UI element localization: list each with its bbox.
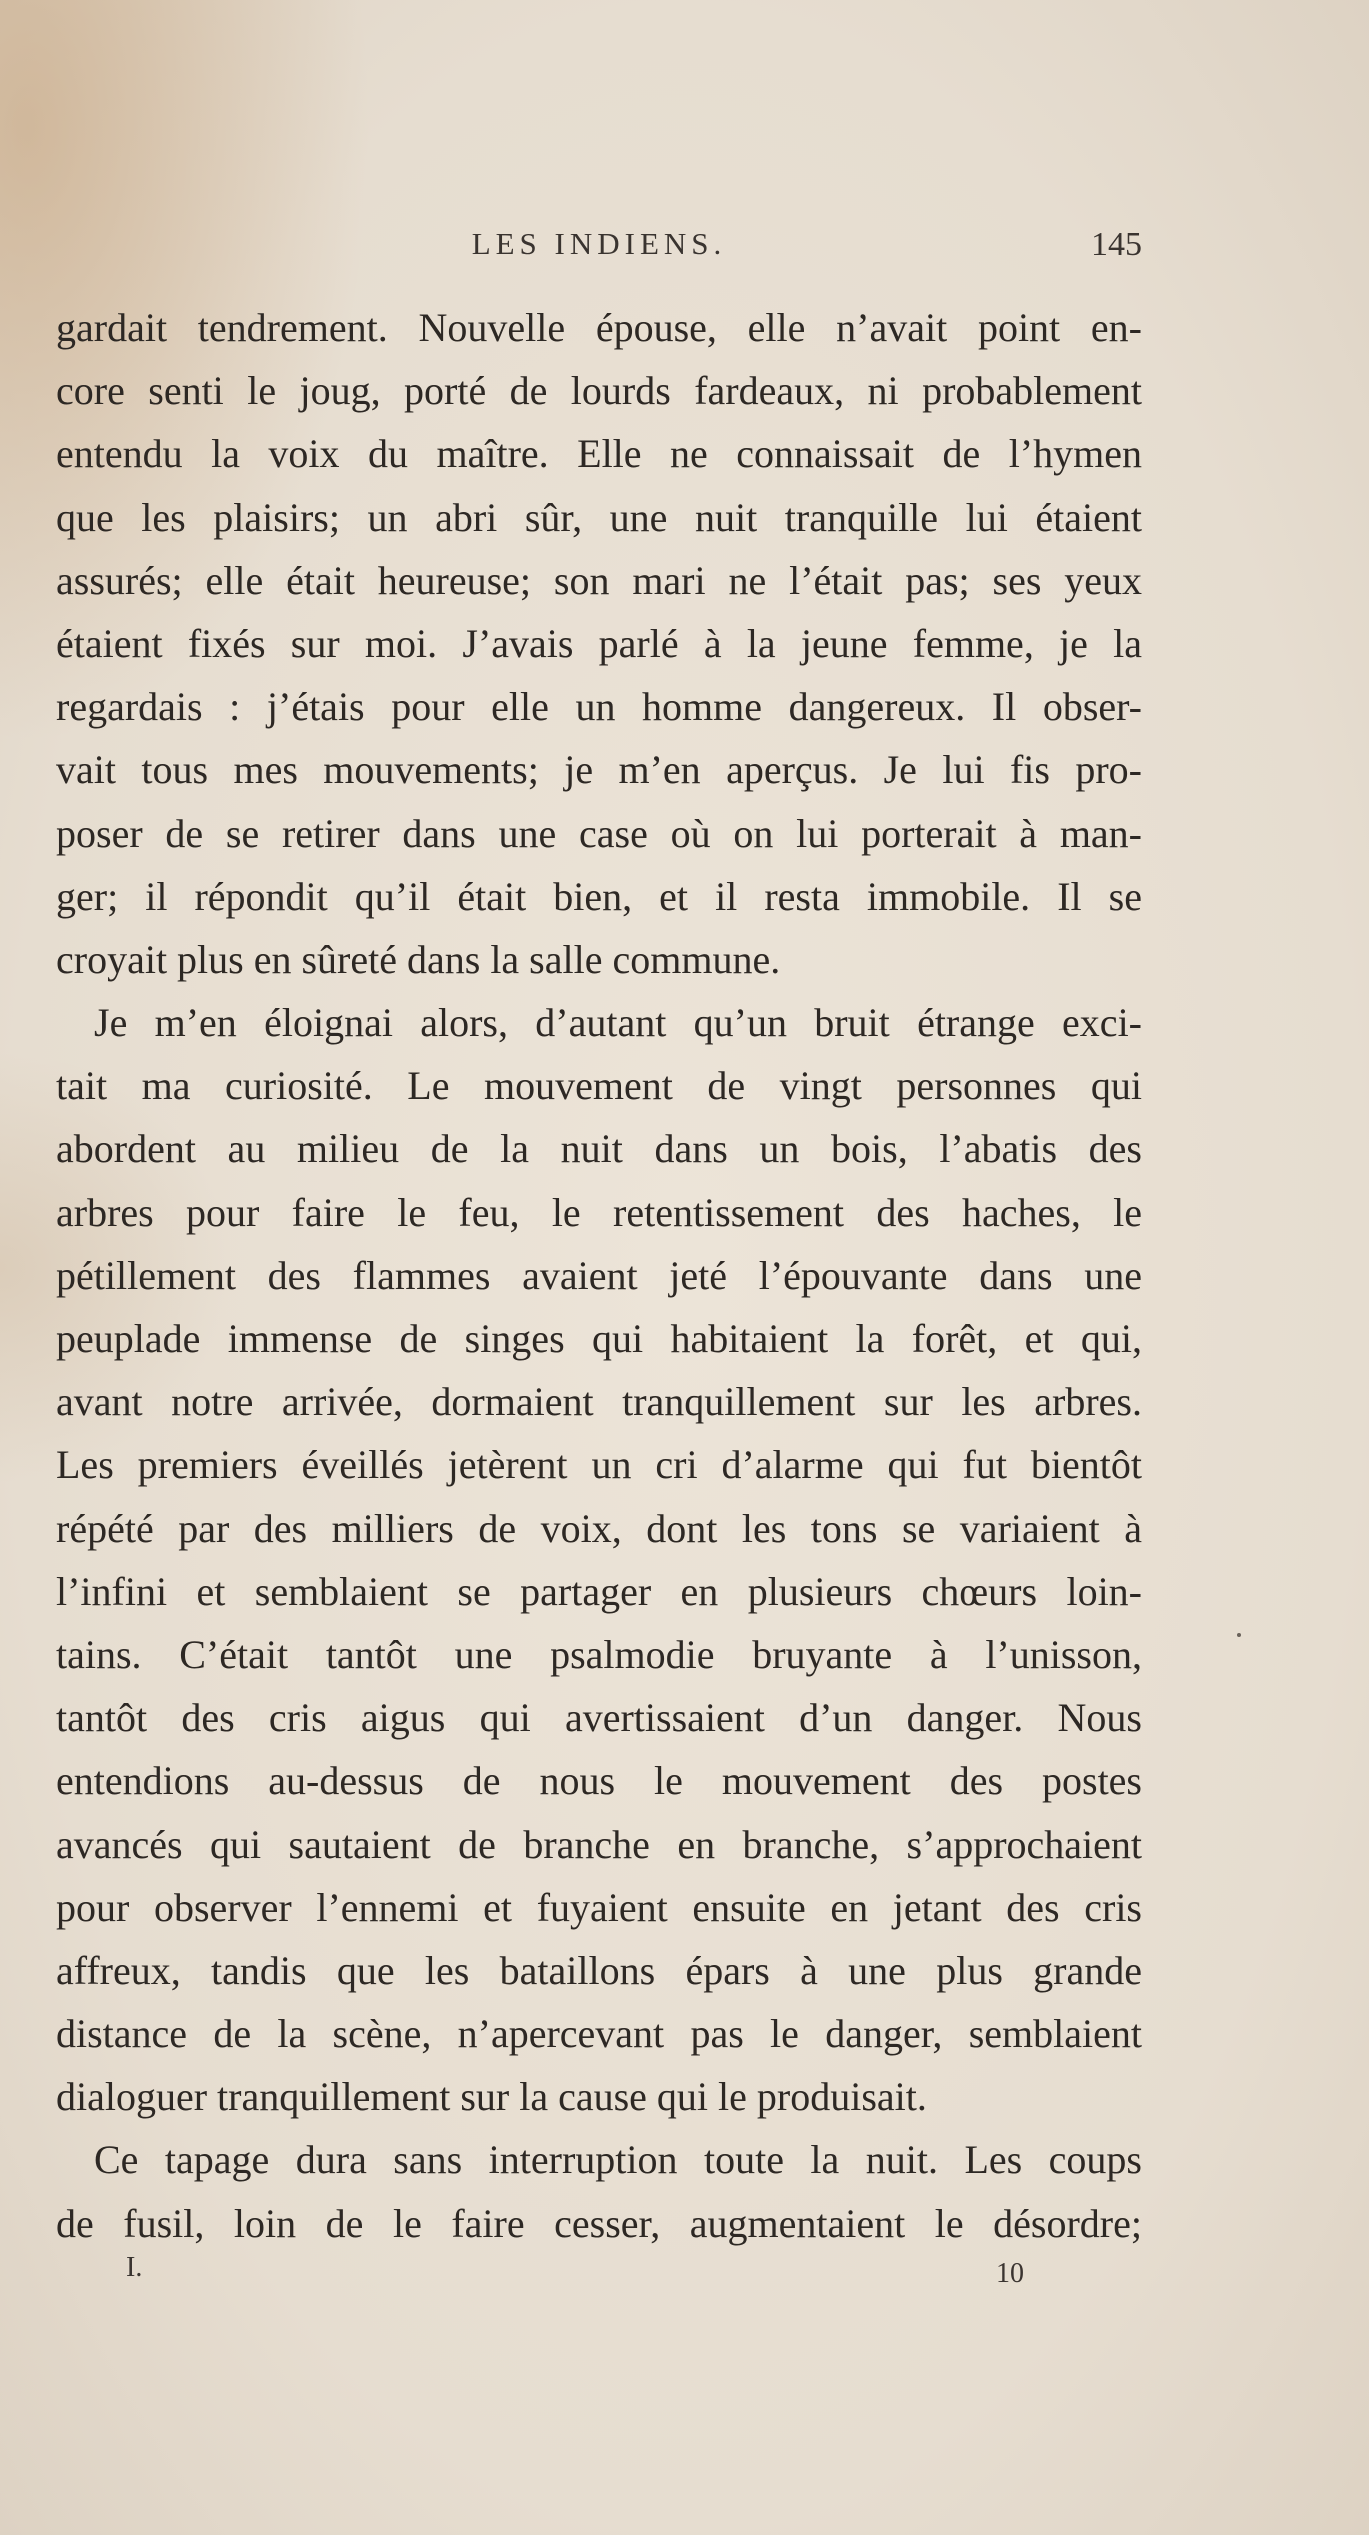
- text-line: avancés qui sautaient de branche en branche, s’approchaient: [56, 1821, 1142, 1867]
- text-line: poser de se retirer dans une case où on lui porterait à man-: [56, 810, 1142, 856]
- text-line: abordent au milieu de la nuit dans un bois, l’abatis des: [56, 1126, 1142, 1172]
- text-line: Ce tapage dura sans interruption toute la nuit. Les coups: [94, 2137, 1142, 2183]
- text-line: assurés; elle était heureuse; son mari ne l’était pas; ses yeux: [56, 557, 1142, 603]
- text-line: tains. C’était tantôt une psalmodie bruyante à l’unisson,: [56, 1631, 1142, 1677]
- text-line: pour observer l’ennemi et fuyaient ensuite en jetant des cris: [56, 1884, 1142, 1930]
- text-line: distance de la scène, n’apercevant pas le danger, semblaient: [56, 2011, 1142, 2057]
- text-line: que les plaisirs; un abri sûr, une nuit tranquille lui étaient: [56, 494, 1142, 540]
- text-line: avant notre arrivée, dormaient tranquillement sur les arbres.: [56, 1379, 1142, 1425]
- text-line: regardais : j’étais pour elle un homme dangereux. Il obser-: [56, 684, 1142, 730]
- text-line: peuplade immense de singes qui habitaient la forêt, et qui,: [56, 1316, 1142, 1361]
- text-line: gardait tendrement. Nouvelle épouse, elle n’avait point en-: [56, 305, 1142, 350]
- signature-mark: I.: [126, 2252, 143, 2283]
- text-line: l’infini et semblaient se partager en plusieurs chœurs loin-: [56, 1568, 1142, 1614]
- text-line: répété par des milliers de voix, dont les tons se variaient à: [56, 1505, 1142, 1551]
- running-head: LES INDIENS.: [471, 226, 727, 261]
- paper-speck: [1237, 1633, 1241, 1637]
- text-line: Les premiers éveillés jetèrent un cri d’alarme qui fut bientôt: [56, 1442, 1142, 1488]
- text-line: entendions au-dessus de nous le mouvement des postes: [56, 1758, 1142, 1804]
- text-line: affreux, tandis que les bataillons épars à une plus grande: [56, 1947, 1142, 1993]
- text-line: dialoguer tranquillement sur la cause qui le produisait.: [56, 2074, 927, 2120]
- body-text: [56, 296, 1142, 2255]
- text-line: étaient fixés sur moi. J’avais parlé à la jeune femme, je la: [56, 620, 1142, 666]
- text-line: de fusil, loin de le faire cesser, augmentaient le désordre;: [56, 2200, 1142, 2246]
- text-line: ger; il répondit qu’il était bien, et il resta immobile. Il se: [56, 873, 1142, 919]
- text-line: arbres pour faire le feu, le retentissement des haches, le: [56, 1189, 1142, 1235]
- text-line: pétillement des flammes avaient jeté l’épouvante dans une: [56, 1252, 1142, 1298]
- page-footer: [126, 2252, 1026, 2292]
- text-line: tait ma curiosité. Le mouvement de vingt personnes qui: [56, 1063, 1142, 1109]
- text-line: entendu la voix du maître. Elle ne connaissait de l’hymen: [56, 431, 1142, 477]
- page-header: [56, 226, 1142, 270]
- text-line: core senti le joug, porté de lourds fardeaux, ni probablement: [56, 368, 1142, 414]
- text-line: vait tous mes mouvements; je m’en aperçus. Je lui fis pro-: [56, 747, 1142, 793]
- text-line: Je m’en éloignai alors, d’autant qu’un bruit étrange exci-: [94, 1000, 1142, 1046]
- text-line: tantôt des cris aigus qui avertissaient d’un danger. Nous: [56, 1695, 1142, 1741]
- page-number: 145: [1091, 226, 1142, 263]
- text-line: croyait plus en sûreté dans la salle commune.: [56, 936, 781, 982]
- leaf-number: 10: [996, 2258, 1024, 2289]
